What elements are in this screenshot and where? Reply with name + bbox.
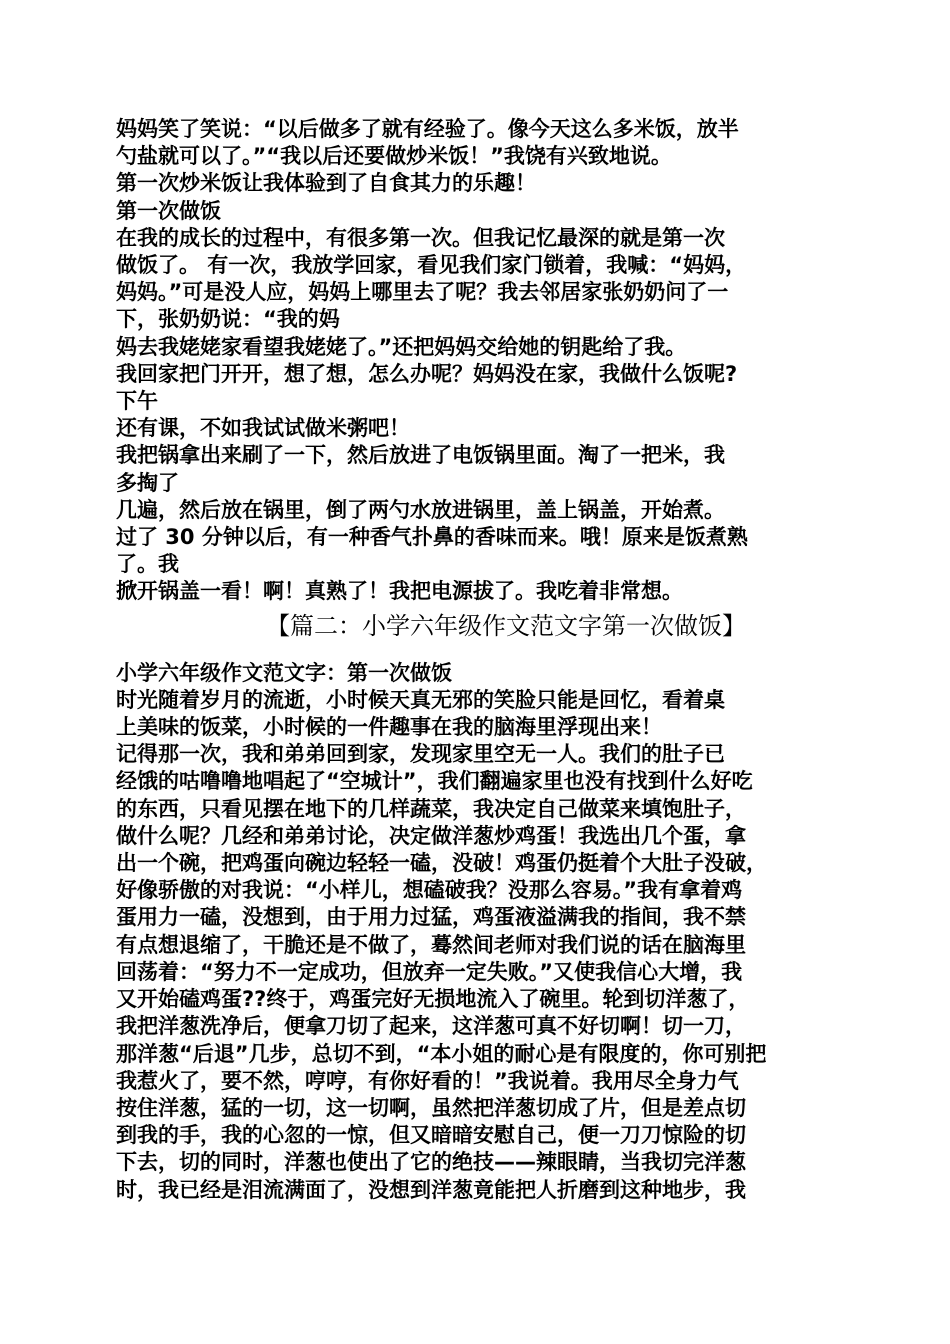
text-line: 我回家把门开开，想了想，怎么办呢？妈妈没在家，我做什么饭呢? xyxy=(116,361,738,386)
text-line: 掀开锅盖一看！啊！真熟了！我把电源拔了。我吃着非常想。 xyxy=(116,579,683,604)
text-line: 的东西，只看见摆在地下的几样蔬菜，我决定自己做菜来填饱肚子， xyxy=(116,796,746,821)
text-line: 下午 xyxy=(116,389,158,414)
text-line: 小学六年级作文范文字：第一次做饭 xyxy=(116,660,452,685)
text-line: 在我的成长的过程中，有很多第一次。但我记忆最深的就是第一次 xyxy=(116,225,725,250)
text-line: 妈去我姥姥家看望我姥姥了。”还把妈妈交给她的钥匙给了我。 xyxy=(116,334,687,359)
text-line: 经饿的咕噜噜地唱起了“空城计”，我们翻遍家里也没有找到什么好吃 xyxy=(116,769,753,794)
section-heading: 【篇二：小学六年级作文范文字第一次做饭】 xyxy=(266,611,746,640)
text-line: 我把锅拿出来刷了一下，然后放进了电饭锅里面。淘了一把米，我 xyxy=(116,443,725,468)
text-line: 过了 30 分钟以后，有一种香气扑鼻的香味而来。哦！原来是饭煮熟 xyxy=(116,525,748,550)
text-line: 第一次炒米饭让我体验到了自食其力的乐趣！ xyxy=(116,171,536,196)
text-line: 出一个碗，把鸡蛋向碗边轻轻一磕，没破！鸡蛋仍挺着个大肚子没破， xyxy=(116,851,767,876)
text-line: 那洋葱“后退”几步，总切不到，“本小姐的耐心是有限度的，你可别把 xyxy=(116,1041,767,1066)
text-line: 回荡着：“努力不一定成功，但放弃一定失败。”又使我信心大增，我 xyxy=(116,959,743,984)
text-line: 时，我已经是泪流满面了，没想到洋葱竟能把人折磨到这种地步，我 xyxy=(116,1177,746,1202)
essay-part-one xyxy=(116,116,836,606)
text-line: 好像骄傲的对我说：“小样儿，想磕破我？没那么容易。”我有拿着鸡 xyxy=(116,878,743,903)
text-line: 我把洋葱洗净后，便拿刀切了起来，这洋葱可真不好切啊！切一刀， xyxy=(116,1014,746,1039)
text-line: 做饭了。 有一次，我放学回家，看见我们家门锁着，我喊：“妈妈， xyxy=(116,253,747,278)
text-line: 记得那一次，我和弟弟回到家，发现家里空无一人。我们的肚子已 xyxy=(116,742,725,767)
text-line: 又开始磕鸡蛋??终于，鸡蛋完好无损地流入了碗里。轮到切洋葱了， xyxy=(116,987,750,1012)
text-line: 上美味的饭菜，小时候的一件趣事在我的脑海里浮现出来！ xyxy=(116,715,662,740)
essay-part-two xyxy=(116,660,836,1204)
text-line: 下，张奶奶说：“我的妈 xyxy=(116,307,340,332)
text-line: 做什么呢？几经和弟弟讨论，决定做洋葱炒鸡蛋！我选出几个蛋，拿 xyxy=(116,823,746,848)
text-line: 多掏了 xyxy=(116,470,179,495)
text-line: 第一次做饭 xyxy=(116,198,221,223)
text-line: 几遍，然后放在锅里，倒了两勺水放进锅里，盖上锅盖，开始煮。 xyxy=(116,497,725,522)
text-line: 蛋用力一磕，没想到，由于用力过猛，鸡蛋液溢满我的指间，我不禁 xyxy=(116,905,746,930)
text-line: 了。我 xyxy=(116,552,179,577)
text-line: 勺盐就可以了。”“我以后还要做炒米饭！”我饶有兴致地说。 xyxy=(116,144,672,169)
document-body xyxy=(116,116,836,1204)
text-line: 我惹火了，要不然，哼哼，有你好看的！”我说着。我用尽全身力气 xyxy=(116,1068,739,1093)
text-line: 下去，切的同时，洋葱也使出了它的绝技——辣眼睛，当我切完洋葱 xyxy=(116,1150,746,1175)
text-line: 时光随着岁月的流逝，小时候天真无邪的笑脸只能是回忆，看着桌 xyxy=(116,687,725,712)
text-line: 妈妈。”可是没人应，妈妈上哪里去了呢？我去邻居家张奶奶问了一 xyxy=(116,280,729,305)
text-line: 还有课，不如我试试做米粥吧！ xyxy=(116,416,410,441)
text-line: 按住洋葱，猛的一切，这一切啊，虽然把洋葱切成了片，但是差点切 xyxy=(116,1095,746,1120)
text-line: 到我的手，我的心忽的一惊，但又暗暗安慰自己，便一刀刀惊险的切 xyxy=(116,1123,746,1148)
text-line: 妈妈笑了笑说：“以后做多了就有经验了。像今天这么多米饭，放半 xyxy=(116,117,739,141)
text-line: 有点想退缩了，干脆还是不做了，蓦然间老师对我们说的话在脑海里 xyxy=(116,932,746,957)
